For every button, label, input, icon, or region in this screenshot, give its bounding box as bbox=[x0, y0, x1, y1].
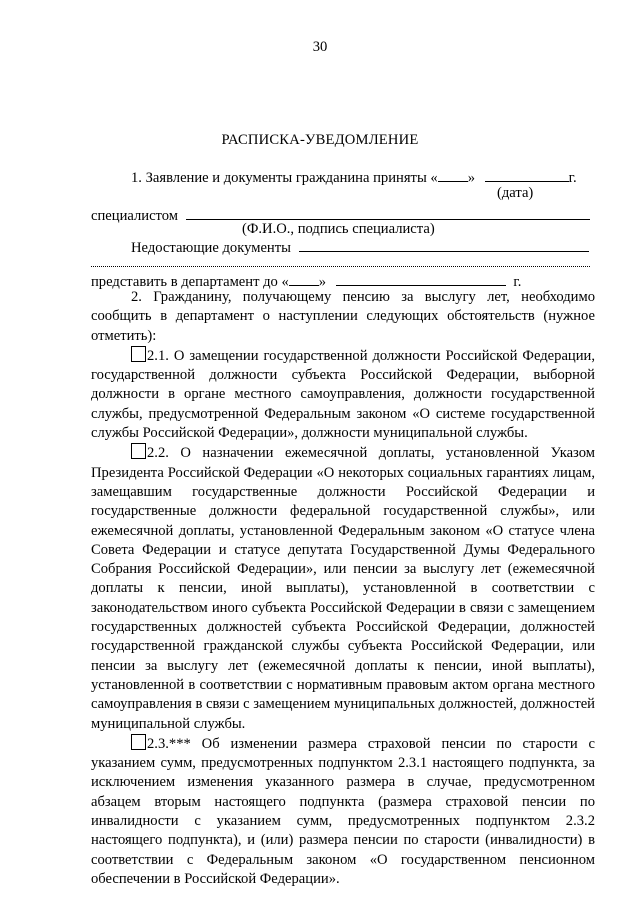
item1-text: 1. Заявление и документы гражданина приняты « bbox=[131, 170, 438, 186]
dotted-rule bbox=[91, 266, 590, 267]
day-blank[interactable] bbox=[438, 166, 468, 182]
missing-docs-blank[interactable] bbox=[299, 236, 589, 252]
body-block bbox=[91, 288, 595, 889]
option-2-2-checkbox[interactable] bbox=[131, 443, 146, 459]
option-2-1-text: 2.1. О замещении государственной должности Российской Федерации, государственной должности субъекта Российской Федерации, выборной должности в органе местного самоуправления, должности государственной службы, предусмотренной Федеральным законом «О системе государственной службы Российской Федерации», должности муниципальной службы. bbox=[91, 347, 595, 442]
submit-year-suffix: г. bbox=[513, 274, 522, 290]
option-2-1-checkbox[interactable] bbox=[131, 346, 146, 362]
specialist-label: специалистом bbox=[91, 208, 178, 224]
option-2-2-text: 2.2. О назначении ежемесячной доплаты, установленной Указом Президента Российской Федерации «О некоторых социальных гарантиях лицам, замещавшим государственные должности Российской Федерации и государственные должности федеральной государственной службы», или ежемесячной доплаты, установленной Федеральным законом «О статусе члена Совета Федерации и статусе депутата Государственной Думы Федерального Собрания Российской Федерации», или пенсии за выслугу лет (ежемесячной доплаты к пенсии, иной выплаты), установленной в соответствии с законодательством иного субъекта Российской Федерации в связи с замещением государственных должностей субъекта Российской Федерации, должностей государственной гражданской службы субъекта Российской Федерации, или пенсии за выслугу лет (ежемесячной доплаты к пенсии, иной выплаты), установленной в соответствии с нормативным правовым актом органа местного самоуправления в связи с замещением муниципальных должностей, должностей муниципальной службы. bbox=[91, 445, 595, 732]
month-blank[interactable] bbox=[485, 166, 569, 182]
page-number: 30 bbox=[312, 39, 328, 55]
item1-quote-close: » bbox=[467, 170, 475, 186]
option-2-3 bbox=[91, 734, 595, 889]
date-hint: (дата) bbox=[497, 185, 534, 201]
submit-quote-close: » bbox=[318, 274, 327, 290]
specialist-hint: (Ф.И.О., подпись специалиста) bbox=[242, 221, 435, 237]
option-2-2 bbox=[91, 443, 595, 733]
option-2-3-checkbox[interactable] bbox=[131, 734, 146, 750]
submit-day-blank[interactable] bbox=[289, 270, 319, 286]
submit-text: представить в департамент до « bbox=[91, 274, 289, 290]
submit-month-blank[interactable] bbox=[336, 270, 506, 286]
document-title: РАСПИСКА-УВЕДОМЛЕНИЕ bbox=[221, 132, 419, 148]
missing-docs-label: Недостающие документы bbox=[131, 240, 291, 256]
specialist-blank[interactable] bbox=[186, 204, 590, 220]
option-2-1 bbox=[91, 346, 595, 443]
item2-intro: 2. Гражданину, получающему пенсию за выслугу лет, необходимо сообщить в департамент о наступлении следующих обстоятельств (нужное отметить): bbox=[91, 289, 595, 344]
option-2-3-text: 2.3.*** Об изменении размера страховой пенсии по старости с указанием сумм, предусмотренных подпунктом 2.3.1 настоящего подпункта, за исключением изменения указанного размера в случае, предусмотренном абзацем вторым настоящего подпункта (размера страховой пенсии по инвалидности с указанием сумм, предусмотренных подпунктом 2.3.2 настоящего подпункта), и (или) размера пенсии по старости (инвалидности) в соответствии с Федеральным законом «О государственном пенсионном обеспечении в Российской Федерации». bbox=[91, 735, 595, 887]
item1-year-suffix: г. bbox=[568, 170, 577, 186]
missing-docs-line bbox=[131, 236, 589, 258]
